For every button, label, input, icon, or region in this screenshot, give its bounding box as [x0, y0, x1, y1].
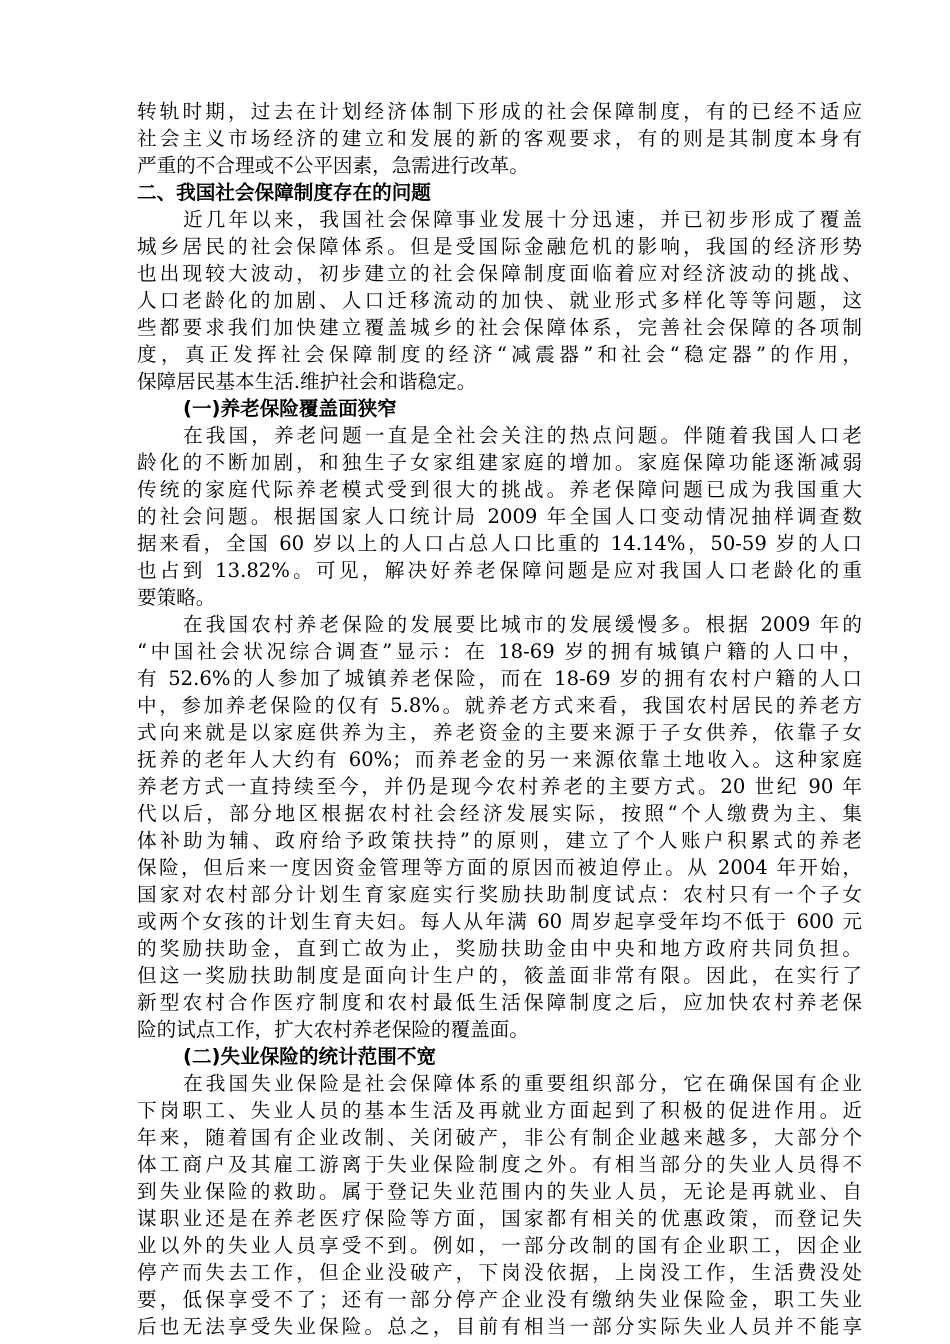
text-line: 近几年以来，我国社会保障事业发展十分迅速，并已初步形成了覆盖 [183, 208, 862, 231]
text-line: “中国社会状况综合调查”显示：在 18-69 岁的拥有城镇户籍的人口中， [137, 640, 862, 663]
text-line: 要策略。 [137, 586, 216, 609]
text-line: 也出现较大波动，初步建立的社会保障制度面临着应对经济波动的挑战、 [137, 262, 862, 285]
section-heading: 二、我国社会保障制度存在的问题 [137, 181, 431, 204]
text-line: 国家对农村部分计划生育家庭实行奖励扶助制度试点：农村只有一个子女 [137, 883, 862, 906]
text-line: 严重的不合理或不公平因素，急需进行改革。 [137, 154, 529, 177]
text-line: 人口老龄化的加剧、人口迁移流动的加快、就业形式多样化等等问题，这 [137, 289, 862, 312]
document-body [137, 98, 862, 1340]
section-heading: (一)养老保险覆盖面狭窄 [183, 397, 397, 420]
text-line: 保障居民基本生活.维护社会和谐稳定。 [137, 370, 477, 393]
text-line: 下岗职工、失业人员的基本生活及再就业方面起到了积极的促进作用。近 [137, 1099, 862, 1122]
text-line: 体工商户及其雇工游离于失业保险制度之外。有相当部分的失业人员得不 [137, 1153, 862, 1176]
text-line: 但这一奖励扶助制度是面向计生户的，筱盖面非常有限。因此，在实行了 [137, 964, 862, 987]
text-line: 保险，但后来一度因资金管理等方面的原因而被迫停止。从 2004 年开始， [137, 856, 862, 879]
text-line: 停产而失去工作，但企业没破产，下岗没依据，上岗没工作，生活费没处 [137, 1261, 862, 1284]
text-line: 传统的家庭代际养老模式受到很大的挑战。养老保障问题已成为我国重大 [137, 478, 862, 501]
text-line: 后也无法享受失业保险。总之，目前有相当一部分实际失业人员并不能享 [137, 1315, 862, 1338]
text-line: 谋职业还是在养老医疗保险等方面，国家都有相关的优惠政策，而登记失 [137, 1207, 862, 1230]
text-line: 在我国失业保险是社会保障体系的重要组织部分，它在确保国有企业 [183, 1072, 862, 1095]
text-line: 的奖励扶助金，直到亡故为止，奖励扶助金由中央和地方政府共同负担。 [137, 937, 862, 960]
text-line: 业以外的失业人员享受不到。例如，一部分改制的国有企业职工，因企业 [137, 1234, 862, 1257]
text-line: 年来，随着国有企业改制、关闭破产，非公有制企业越来越多，大部分个 [137, 1126, 862, 1149]
text-line: 龄化的不断加剧，和独生子女家组建家庭的增加。家庭保障功能逐渐减弱 [137, 451, 862, 474]
text-line: 体补助为辅、政府给予政策扶持”的原则，建立了个人账户积累式的养老 [137, 829, 862, 852]
text-line: 度，真正发挥社会保障制度的经济“减震器”和社会“稳定器”的作用， [137, 343, 862, 366]
text-line: 些都要求我们加快建立覆盖城乡的社会保障体系，完善社会保障的各项制 [137, 316, 862, 339]
text-line: 抚养的老年人大约有 60%；而养老金的另一来源依靠土地收入。这种家庭 [137, 748, 862, 771]
text-line: 中，参加养老保险的仅有 5.8%。就养老方式来看，我国农村居民的养老方 [137, 694, 862, 717]
text-line: 城乡居民的社会保障体系。但是受国际金融危机的影响，我国的经济形势 [137, 235, 862, 258]
text-line: 社会主义市场经济的建立和发展的新的客观要求，有的则是其制度本身有 [137, 127, 862, 150]
section-heading: (二)失业保险的统计范围不宽 [183, 1045, 437, 1068]
text-line: 式向来就是以家庭供养为主，养老资金的主要来源于子女供养，依靠子女 [137, 721, 862, 744]
text-line: 的社会问题。根据国家人口统计局 2009 年全国人口变动情况抽样调查数 [137, 505, 862, 528]
text-line: 在我国农村养老保险的发展要比城市的发展缓慢多。根据 2009 年的 [183, 613, 862, 636]
text-line: 转轨时期，过去在计划经济体制下形成的社会保障制度，有的已经不适应 [137, 100, 862, 123]
text-line: 在我国，养老问题一直是全社会关注的热点问题。伴随着我国人口老 [183, 424, 862, 447]
text-line: 代以后，部分地区根据农村社会经济发展实际，按照“个人缴费为主、集 [137, 802, 862, 825]
text-line: 也占到 13.82%。可见，解决好养老保障问题是应对我国人口老龄化的重 [137, 559, 862, 582]
text-line: 到失业保险的救助。属于登记失业范围内的失业人员，无论是再就业、自 [137, 1180, 862, 1203]
text-line: 险的试点工作，扩大农村养老保险的覆盖面。 [137, 1018, 529, 1041]
text-line: 据来看，全国 60 岁以上的人口占总人口比重的 14.14%，50-59 岁的人口 [137, 532, 862, 555]
text-line: 或两个女孩的计划生育夫妇。每人从年满 60 周岁起享受年均不低于 600 元 [137, 910, 862, 933]
text-line: 要，低保享受不了；还有一部分停产企业没有缴纳失业保险金，职工失业 [137, 1288, 862, 1311]
text-line: 有 52.6%的人参加了城镇养老保险，而在 18-69 岁的拥有农村户籍的人口 [137, 667, 862, 690]
text-line: 新型农村合作医疗制度和农村最低生活保障制度之后，应加快农村养老保 [137, 991, 862, 1014]
text-line: 养老方式一直持续至今，并仍是现今农村养老的主要方式。20 世纪 90 年 [137, 775, 862, 798]
